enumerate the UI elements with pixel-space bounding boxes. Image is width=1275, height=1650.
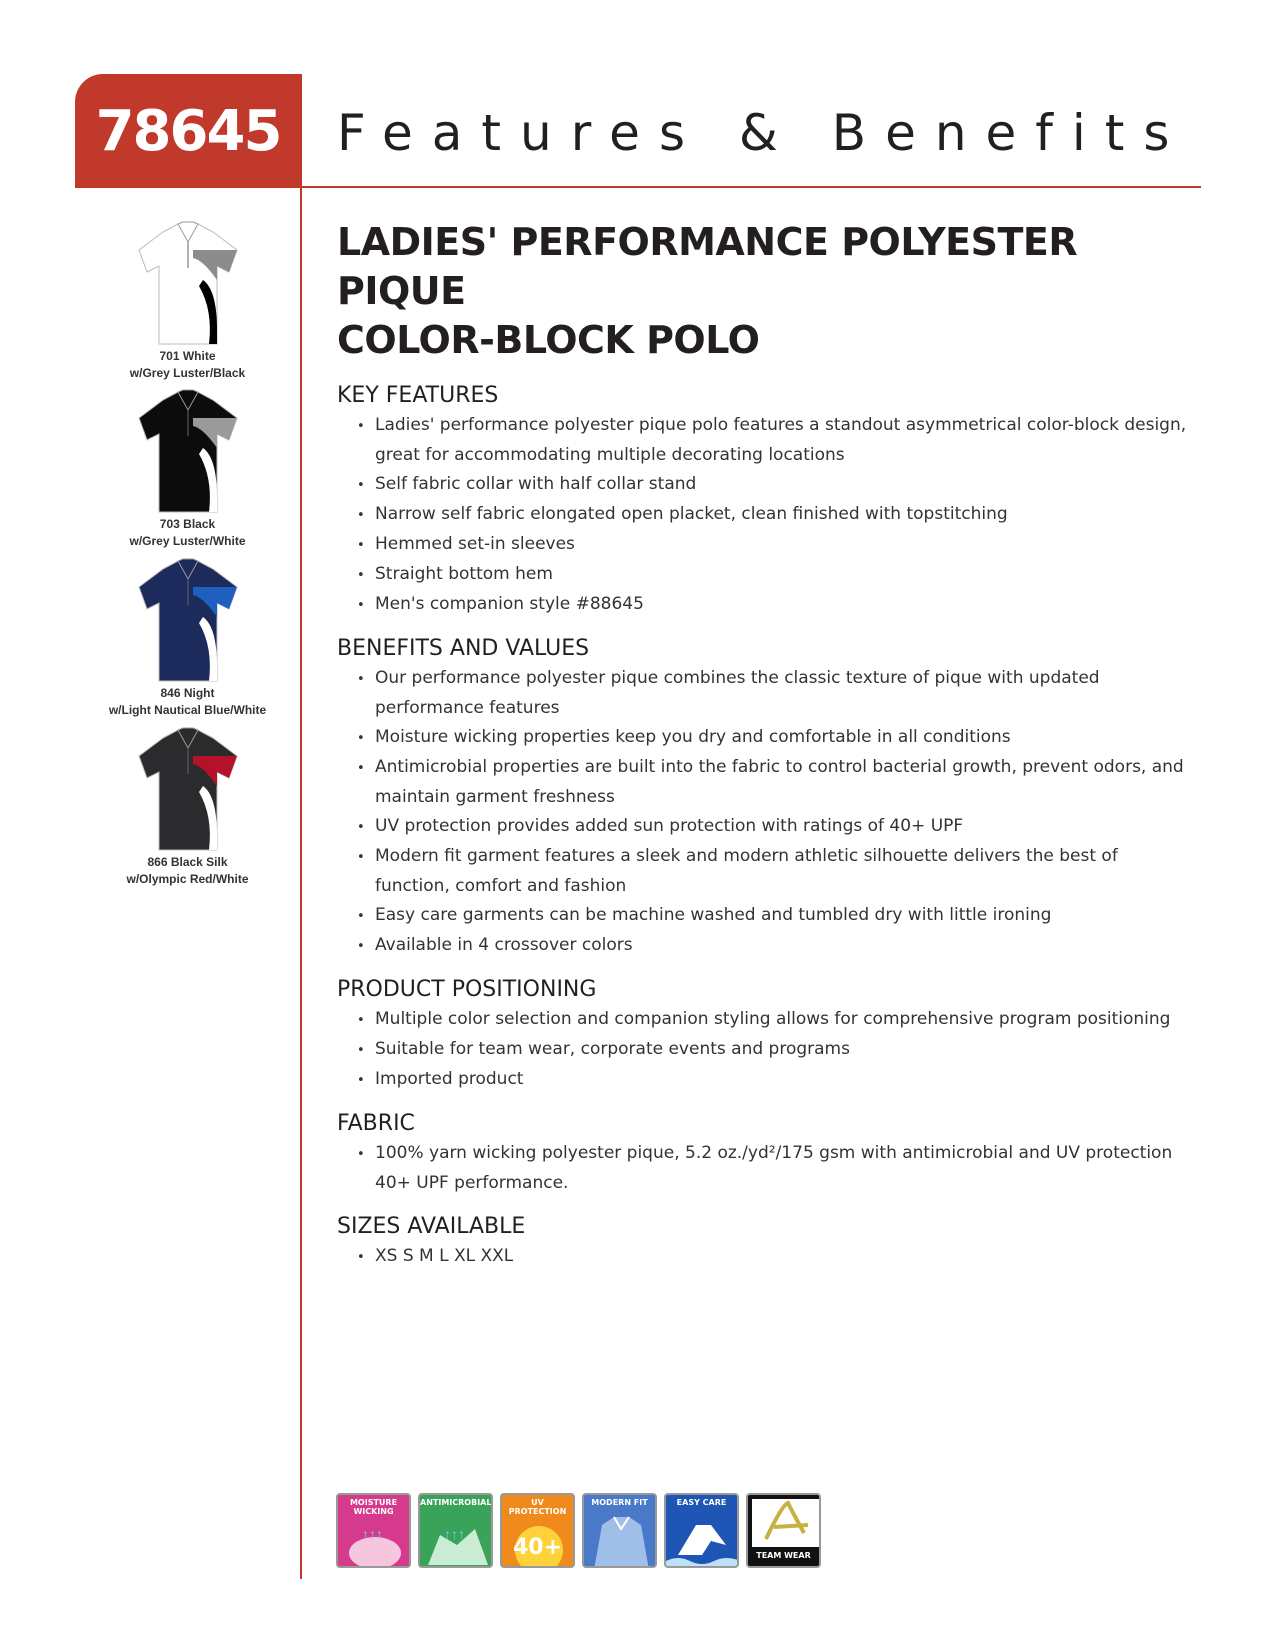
droplets-icon <box>336 1493 411 1568</box>
color-name: 703 Black <box>159 517 216 531</box>
list-item: • Our performance polyester pique combines the classic texture of pique with updated performance features <box>375 664 1187 723</box>
sun-icon <box>500 1493 575 1568</box>
product-title <box>337 218 1187 365</box>
color-swatch <box>85 220 290 382</box>
team-logo-icon <box>746 1493 821 1568</box>
icon-caption: MOISTURE WICKING <box>349 1498 398 1516</box>
color-name: 701 White <box>159 349 216 363</box>
bullet-list <box>337 1139 1187 1198</box>
list-item: • Available in 4 crossover colors <box>375 931 1187 961</box>
shield-leaf-icon <box>418 1493 493 1568</box>
list-item: • Straight bottom hem <box>375 560 1187 590</box>
icon-caption: ANTIMICROBIAL <box>420 1498 492 1507</box>
list-item: • Moisture wicking properties keep you dry and comfortable in all conditions <box>375 723 1187 753</box>
list-item: • Multiple color selection and companion styling allows for comprehensive program positioning <box>375 1005 1187 1035</box>
polo-shirt-icon <box>133 388 243 516</box>
color-name: 866 Black Silk <box>147 855 228 869</box>
icon-caption: MODERN FIT <box>591 1498 648 1507</box>
list-item: • UV protection provides added sun protection with ratings of 40+ UPF <box>375 812 1187 842</box>
list-item: • Easy care garments can be machine washed and tumbled dry with little ironing <box>375 901 1187 931</box>
section-sizes-available <box>337 1212 1187 1272</box>
section-title: PRODUCT POSITIONING <box>337 977 597 1002</box>
icon-caption: EASY CARE <box>676 1498 727 1507</box>
section-title: FABRIC <box>337 1111 415 1136</box>
list-item: • Antimicrobial properties are built into the fabric to control bacterial growth, prevent odors, and maintain garment freshness <box>375 753 1187 812</box>
color-swatch <box>85 726 290 888</box>
style-number-block <box>75 74 301 188</box>
section-benefits-and-values <box>337 634 1187 961</box>
list-item: • 100% yarn wicking polyester pique, 5.2 oz./yd²/175 gsm with antimicrobial and UV protection 40+ UPF performance. <box>375 1139 1187 1198</box>
list-item: • Men's companion style #88645 <box>375 590 1187 620</box>
list-item: • Self fabric collar with half collar stand <box>375 470 1187 500</box>
svg-text:↑↑↑: ↑↑↑ <box>362 1526 383 1542</box>
color-swatch <box>85 388 290 550</box>
shirt-icon <box>582 1493 657 1568</box>
section-product-positioning <box>337 975 1187 1095</box>
style-number: 78645 <box>95 98 281 164</box>
header-divider <box>301 186 1201 188</box>
icon-caption: TEAM WEAR <box>756 1551 811 1560</box>
feature-sections <box>337 381 1187 1272</box>
color-detail: w/Light Nautical Blue/White <box>108 703 267 717</box>
list-item: • XS S M L XL XXL <box>375 1242 1187 1272</box>
sidebar-divider <box>300 74 302 1579</box>
icon-caption: UV PROTECTION <box>508 1498 567 1516</box>
feature-icon-strip <box>336 1493 821 1568</box>
product-title-line1: LADIES' PERFORMANCE POLYESTER PIQUE <box>337 220 1078 313</box>
page-title: Features & Benefits <box>337 104 1189 162</box>
section-title: SIZES AVAILABLE <box>337 1214 526 1239</box>
polo-shirt-icon <box>133 726 243 854</box>
polo-shirt-icon <box>133 220 243 348</box>
list-item: • Suitable for team wear, corporate events and programs <box>375 1035 1187 1065</box>
list-item: • Imported product <box>375 1065 1187 1095</box>
color-name: 846 Night <box>160 686 215 700</box>
list-item: • Hemmed set-in sleeves <box>375 530 1187 560</box>
bullet-list <box>337 664 1187 961</box>
section-title: KEY FEATURES <box>337 383 499 408</box>
color-detail: w/Olympic Red/White <box>126 872 249 886</box>
upf-badge: 40+ <box>512 1535 563 1560</box>
bullet-list <box>337 1242 1187 1272</box>
section-title: BENEFITS AND VALUES <box>337 636 590 661</box>
product-title-line2: COLOR-BLOCK POLO <box>337 318 760 362</box>
list-item: • Modern fit garment features a sleek and modern athletic silhouette delivers the best of function, comfort and fashion <box>375 842 1187 901</box>
color-detail: w/Grey Luster/Black <box>129 366 246 380</box>
main-content <box>337 218 1187 1286</box>
polo-shirt-icon <box>133 557 243 685</box>
list-item: • Ladies' performance polyester pique polo features a standout asymmetrical color-block design, great for accommodating multiple decorating locations <box>375 411 1187 470</box>
section-key-features <box>337 381 1187 620</box>
svg-text:↑↑↑: ↑↑↑ <box>444 1526 465 1542</box>
wave-icon <box>664 1493 739 1568</box>
color-swatch <box>85 557 290 719</box>
section-fabric <box>337 1109 1187 1198</box>
color-detail: w/Grey Luster/White <box>129 534 246 548</box>
list-item: • Narrow self fabric elongated open placket, clean finished with topstitching <box>375 500 1187 530</box>
bullet-list <box>337 411 1187 620</box>
bullet-list <box>337 1005 1187 1095</box>
